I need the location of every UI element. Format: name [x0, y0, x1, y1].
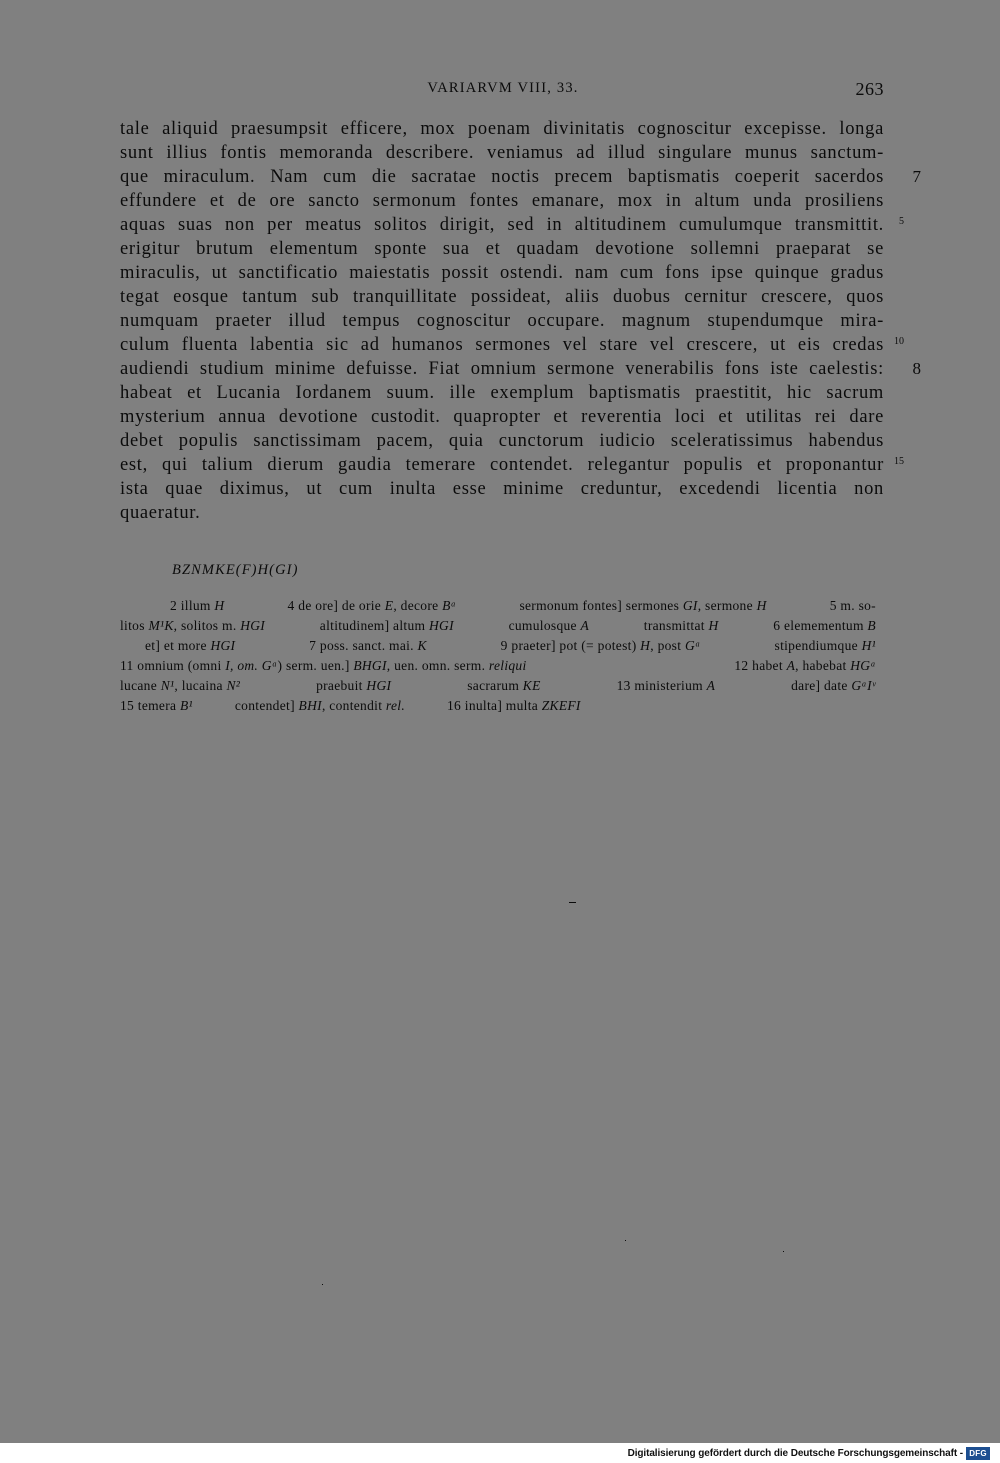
manuscript-siglum: KE [522, 678, 541, 693]
variant-reading: 2 illum [170, 598, 215, 613]
manuscript-siglum: reliqui [488, 658, 527, 673]
critical-apparatus [120, 596, 876, 716]
manuscript-siglum: I, om. Gᵃ [225, 658, 278, 673]
apparatus-entry [309, 636, 427, 656]
apparatus-entry [644, 616, 719, 636]
manuscript-siglum: GI [682, 598, 698, 613]
variant-reading: 13 ministerium [616, 678, 707, 693]
apparatus-entry [467, 676, 540, 696]
apparatus-entry [170, 596, 224, 616]
variant-reading: , sermone [697, 598, 757, 613]
manuscript-siglum: E [384, 598, 394, 613]
apparatus-entry [120, 656, 527, 676]
apparatus-line [120, 696, 876, 716]
line-number: 15 [894, 456, 904, 467]
manuscript-siglum: A [786, 658, 796, 673]
text-line-content: est, qui talium dierum gaudia temerare contendet. relegantur populis et proponantur [120, 455, 884, 475]
apparatus-line [120, 676, 876, 696]
apparatus-entry [447, 696, 581, 716]
variant-reading: contendet] [234, 698, 299, 713]
apparatus-entry [320, 616, 454, 636]
apparatus-entry [791, 676, 876, 696]
manuscript-siglum: A [580, 618, 590, 633]
text-line [120, 237, 884, 261]
text-line-content: que miraculum. Nam cum die sacratae noctis precem baptismatis coeperit sacerdos [120, 167, 884, 187]
manuscript-siglum: BHGI [353, 658, 387, 673]
main-text [120, 117, 921, 525]
text-line [120, 405, 884, 429]
apparatus-entry [120, 676, 240, 696]
variant-reading: stipendiumque [774, 638, 862, 653]
variant-reading: 11 omnium (omni [120, 658, 226, 673]
text-line-content: effundere et de ore sancto sermonum fontes emanare, mox in altum unda prosiliens [120, 191, 884, 211]
text-line [120, 333, 904, 357]
text-line-content: numquam praeter illud tempus cognoscitur occupare. magnum stupendumque mira- [120, 311, 884, 331]
text-line [120, 309, 884, 333]
text-line-content: tegat eosque tantum sub tranquillitate possideat, aliis duobus cernitur crescere, quos [120, 287, 884, 307]
manuscript-siglum: A [706, 678, 716, 693]
text-line-content: debet populis sanctissimam pacem, quia cunctorum iudicio sceleratissimus habendus [120, 431, 884, 451]
manuscript-siglum: H [640, 638, 651, 653]
text-line [120, 117, 884, 141]
text-line [120, 189, 884, 213]
apparatus-entry [501, 636, 701, 656]
variant-reading: 5 m. so- [829, 598, 876, 613]
variant-reading: 6 elemementum [773, 618, 868, 633]
scan-speck [322, 1284, 323, 1285]
apparatus-entry [773, 616, 876, 636]
text-line [120, 453, 904, 477]
variant-reading: dare] date [791, 678, 852, 693]
scan-speck [625, 1240, 626, 1241]
manuscript-siglum: BHI [298, 698, 322, 713]
manuscript-siglum: B¹ [179, 698, 193, 713]
page-number: 263 [855, 79, 884, 99]
scan-speck [783, 1251, 784, 1252]
text-line-content: sunt illius fontis memoranda describere. veniamus ad illud singulare munus sanctum- [120, 143, 884, 163]
apparatus-line [120, 656, 876, 676]
variant-reading: transmittat [643, 618, 709, 633]
manuscript-siglum: H [756, 598, 767, 613]
section-number: 8 [912, 359, 921, 378]
variant-reading: , uen. omn. serm. [386, 658, 489, 673]
variant-reading: , habebat [795, 658, 851, 673]
section-number: 7 [912, 167, 921, 186]
variant-reading: sacrarum [467, 678, 523, 693]
apparatus-entry [775, 636, 876, 656]
text-line-content: quaeratur. [120, 503, 201, 523]
text-line-content: miraculis, ut sanctificatio maiestatis possit ostendi. nam cum fons ipse quinque gradus [120, 263, 884, 283]
text-line [120, 429, 884, 453]
manuscript-siglum: HGI [366, 678, 392, 693]
variant-reading: 15 temera [120, 698, 180, 713]
manuscript-siglum: HGI [240, 618, 266, 633]
apparatus-line [120, 596, 876, 616]
variant-reading: , solitos m. [173, 618, 241, 633]
variant-reading: sermonum fontes] sermones [519, 598, 683, 613]
variant-reading: 9 praeter] pot (= potest) [500, 638, 641, 653]
text-line [120, 501, 884, 525]
variant-reading: , post [650, 638, 685, 653]
apparatus-entry [120, 696, 193, 716]
variant-reading: ) serm. uen.] [277, 658, 354, 673]
line-number: 5 [899, 216, 904, 227]
text-line-content: habeat et Lucania Iordanem suum. ille exemplum baptismatis praestitit, hic sacrum [120, 383, 884, 403]
apparatus-entry [830, 596, 876, 616]
scan-speck [569, 902, 576, 903]
variant-reading: , lucaina [174, 678, 227, 693]
variant-reading: litos [120, 618, 149, 633]
text-line [120, 141, 884, 165]
manuscript-siglum: GᵃIᵛ [851, 678, 876, 693]
apparatus-entry [120, 616, 265, 636]
manuscript-siglum: HGᵃ [850, 658, 876, 673]
apparatus-entry [617, 676, 716, 696]
text-line [120, 357, 921, 381]
text-line [120, 213, 904, 237]
text-line-content: mysterium annua devotione custodit. quapropter et reverentia loci et utilitas rei dare [120, 407, 884, 427]
manuscript-siglum: K [417, 638, 427, 653]
manuscript-siglum: ZKEFI [541, 698, 581, 713]
variant-reading: lucane [120, 678, 161, 693]
apparatus-line [120, 616, 876, 636]
variant-reading: , decore [393, 598, 443, 613]
line-number: 10 [894, 336, 904, 347]
manuscript-siglum: Gᵃ [684, 638, 701, 653]
variant-reading: , contendit [321, 698, 386, 713]
apparatus-entry [235, 696, 405, 716]
text-line [120, 381, 884, 405]
apparatus-entry [316, 676, 391, 696]
text-line [120, 165, 921, 189]
manuscript-siglum: H [708, 618, 719, 633]
text-line-content: erigitur brutum elementum sponte sua et quadam devotione sollemni praeparat se [120, 239, 884, 259]
variant-reading: praebuit [316, 678, 367, 693]
variant-reading: 16 inulta] multa [447, 698, 542, 713]
variant-reading: 4 de ore] de orie [287, 598, 385, 613]
variant-reading: 7 poss. sanct. mai. [309, 638, 418, 653]
dfg-logo [966, 1447, 990, 1460]
apparatus-entry [288, 596, 457, 616]
manuscript-siglum: B [867, 618, 876, 633]
text-line [120, 285, 884, 309]
manuscript-siglum: M¹K [148, 618, 174, 633]
manuscript-siglum: N² [226, 678, 241, 693]
text-line-content: audiendi studium minime defuisse. Fiat omnium sermone venerabilis fons iste caelestis: [120, 359, 884, 379]
variant-reading: et] et more [145, 638, 211, 653]
text-line-content: tale aliquid praesumpsit efficere, mox poenam divinitatis cognoscitur excepisse. longa [120, 119, 884, 139]
variant-reading: 12 habet [734, 658, 787, 673]
digitization-footer [0, 1443, 1000, 1463]
manuscript-siglum: rel. [385, 698, 405, 713]
text-line-content: aquas suas non per meatus solitos dirigit, sed in altitudinem cumulumque transmittit. [120, 215, 884, 235]
manuscript-siglum: H¹ [861, 638, 876, 653]
sigla-line: BZNMKE(F)H(GI) [172, 562, 299, 578]
apparatus-line [120, 636, 876, 656]
manuscript-siglum: HGI [428, 618, 454, 633]
running-title: VARIARVM VIII, 33. [427, 80, 579, 96]
text-line [120, 477, 884, 501]
apparatus-entry [509, 616, 589, 636]
manuscript-siglum: H [214, 598, 225, 613]
manuscript-siglum: HGI [210, 638, 236, 653]
apparatus-entry [145, 636, 235, 656]
funding-credit: Digitalisierung gefördert durch die Deutsche Forschungsgemeinschaft - [627, 1447, 963, 1459]
apparatus-entry [734, 656, 876, 676]
dfg-logo-text: DFG [969, 1448, 987, 1458]
manuscript-siglum: Bᵃ [442, 598, 457, 613]
apparatus-entry [519, 596, 766, 616]
variant-reading: altitudinem] altum [319, 618, 429, 633]
variant-reading: cumulosque [508, 618, 581, 633]
text-line [120, 261, 884, 285]
manuscript-siglum: N¹ [160, 678, 175, 693]
text-line-content: ista quae diximus, ut cum inulta esse minime creduntur, excedendi licentia non [120, 479, 884, 499]
text-line-content: culum fluenta labentia sic ad humanos sermones vel stare vel crescere, ut eis credas [120, 335, 884, 355]
